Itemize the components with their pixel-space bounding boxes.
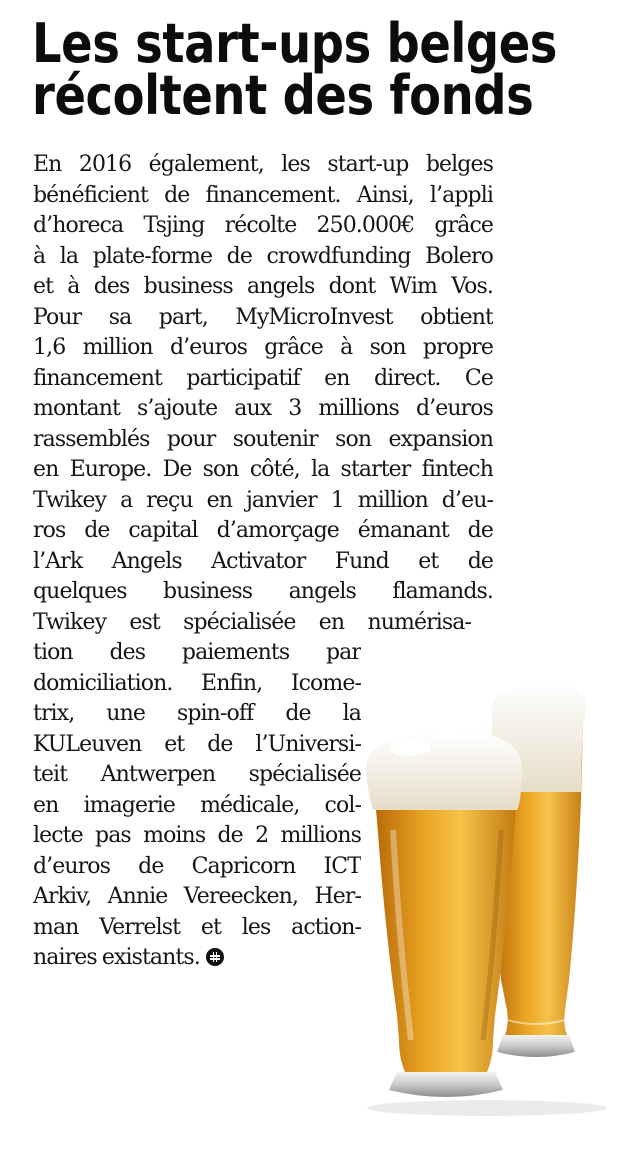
- body-line: 1,6 million d’euros grâce à son propre: [33, 335, 493, 360]
- body-line: KULeuven et de l’Universi-: [33, 731, 361, 757]
- beer-glasses-icon: [355, 680, 620, 1120]
- body-line: d’euros de Capricorn ICT: [33, 853, 361, 879]
- body-line: Pour sa part, MyMicroInvest obtient: [33, 304, 493, 330]
- headline: [32, 12, 558, 127]
- body-line: et à des business angels dont Wim Vos.: [33, 274, 493, 299]
- body-line: naires existants.: [33, 945, 200, 970]
- body-line: domiciliation. Enfin, Icome-: [33, 670, 361, 696]
- body-line: En 2016 également, les start-up belges: [33, 152, 493, 177]
- body-line: man Verrelst et les action-: [33, 914, 361, 940]
- body-line: en Europe. De son côté, la starter fintech: [33, 457, 493, 482]
- body-line: financement participatif en direct. Ce: [33, 365, 493, 391]
- front-glass: [366, 733, 522, 1097]
- body-line: quelques business angels flamands.: [33, 579, 493, 604]
- body-line: à la plate-forme de crowdfunding Bolero: [33, 243, 493, 269]
- body-line: ros de capital d’amorçage émanant de: [33, 518, 493, 543]
- body-line: Twikey est spécialisée en numérisa-: [33, 609, 471, 635]
- body-line: l’Ark Angels Activator Fund et de: [33, 548, 493, 574]
- headline-line: récoltent des fonds: [32, 64, 534, 127]
- body-line: lecte pas moins de 2 millions: [33, 823, 361, 848]
- body-line: d’horeca Tsjing récolte 250.000€ grâce: [33, 213, 493, 238]
- body-line: rassemblés pour soutenir son expansion: [33, 426, 493, 452]
- body-line: trix, une spin-off de la: [33, 701, 361, 726]
- body-line: teit Antwerpen spécialisée: [33, 762, 361, 787]
- body-line: Arkiv, Annie Vereecken, Her-: [33, 884, 361, 909]
- end-of-article-icon: [206, 948, 224, 966]
- glass-shadow: [367, 1100, 607, 1116]
- headline-line: Les start-ups belges: [32, 12, 558, 75]
- body-line: bénéficient de financement. Ainsi, l’appli: [33, 182, 493, 208]
- body-line: tion des paiements par: [33, 640, 361, 665]
- body-line: montant s’ajoute aux 3 millions d’euros: [33, 396, 493, 421]
- body-line: en imagerie médicale, col-: [33, 792, 361, 818]
- body-line: Twikey a reçu en janvier 1 million d’eu-: [33, 487, 493, 513]
